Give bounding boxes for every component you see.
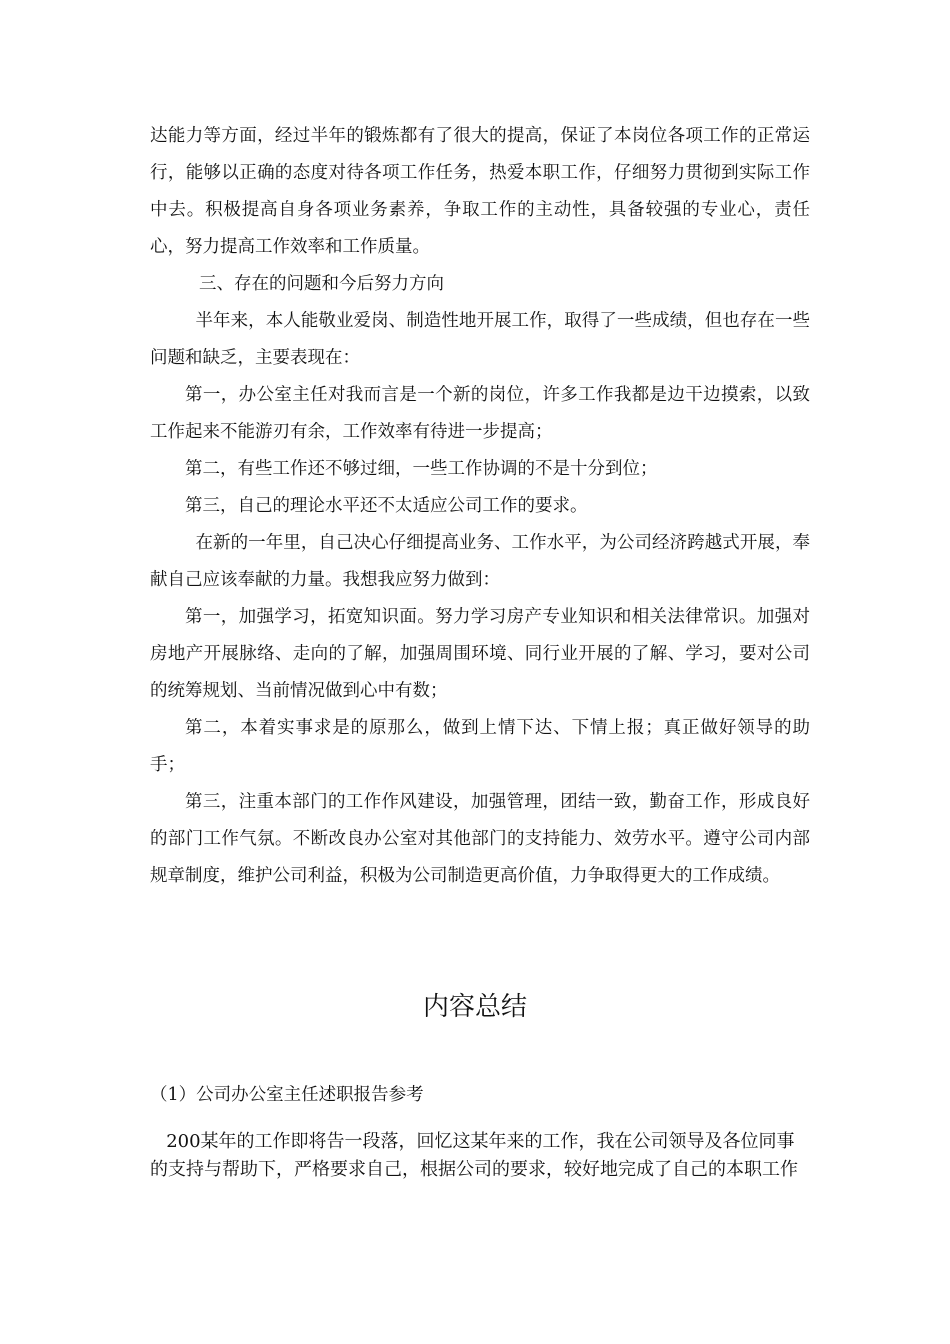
paragraph-problem-1: 第一，办公室主任对我而言是一个新的岗位，许多工作我都是边干边摸索，以致工作起来不能游刃有余，工作效率有待进一步提高； <box>150 385 810 442</box>
summary-heading: （1）公司办公室主任述职报告参考 <box>150 1085 424 1105</box>
section-heading-problems: 三、存在的问题和今后努力方向 <box>199 274 444 294</box>
paragraph-goal-1: 第一，加强学习，拓宽知识面。努力学习房产专业知识和相关法律常识。加强对房地产开展脉络、走向的了解，加强周围环境、同行业开展的了解、学习，要对公司的统筹规划、当前情况做到心中有数； <box>150 607 810 701</box>
paragraph-goal-3: 第三，注重本部门的工作作风建设，加强管理，团结一致，勤奋工作，形成良好的部门工作气氛。不断改良办公室对其他部门的支持能力、效劳水平。遵守公司内部规章制度，维护公司利益，积极为公司制造更高价值，力争取得更大的工作成绩。 <box>150 792 810 886</box>
paragraph-goal-2: 第二，本着实事求是的原那么，做到上情下达、下情上报；真正做好领导的助手； <box>150 718 810 775</box>
paragraph-new-year: 在新的一年里，自己决心仔细提高业务、工作水平，为公司经济跨越式开展，奉献自己应该奉献的力量。我想我应努力做到： <box>150 533 810 590</box>
summary-title: 内容总结 <box>422 992 527 1022</box>
paragraph-continuation: 达能力等方面，经过半年的锻炼都有了很大的提高，保证了本岗位各项工作的正常运行，能够以正确的态度对待各项工作任务，热爱本职工作，仔细努力贯彻到实际工作中去。积极提高自身各项业务素养，争取工作的主动性，具备较强的专业心，责任心，努力提高工作效率和工作质量。 <box>150 126 810 257</box>
report-body <box>150 118 810 895</box>
paragraph-half-year: 半年来，本人能敬业爱岗、制造性地开展工作，取得了一些成绩，但也存在一些问题和缺乏，主要表现在： <box>150 311 810 368</box>
paragraph-problem-2: 第二，有些工作还不够过细，一些工作协调的不是十分到位； <box>185 459 658 479</box>
summary-body: 200某年的工作即将告一段落，回忆这某年来的工作，我在公司领导及各位同事的支持与帮助下，严格要求自己，根据公司的要求，较好地完成了自己的本职工作 <box>150 1131 798 1180</box>
paragraph-problem-3: 第三，自己的理论水平还不太适应公司工作的要求。 <box>185 496 588 516</box>
